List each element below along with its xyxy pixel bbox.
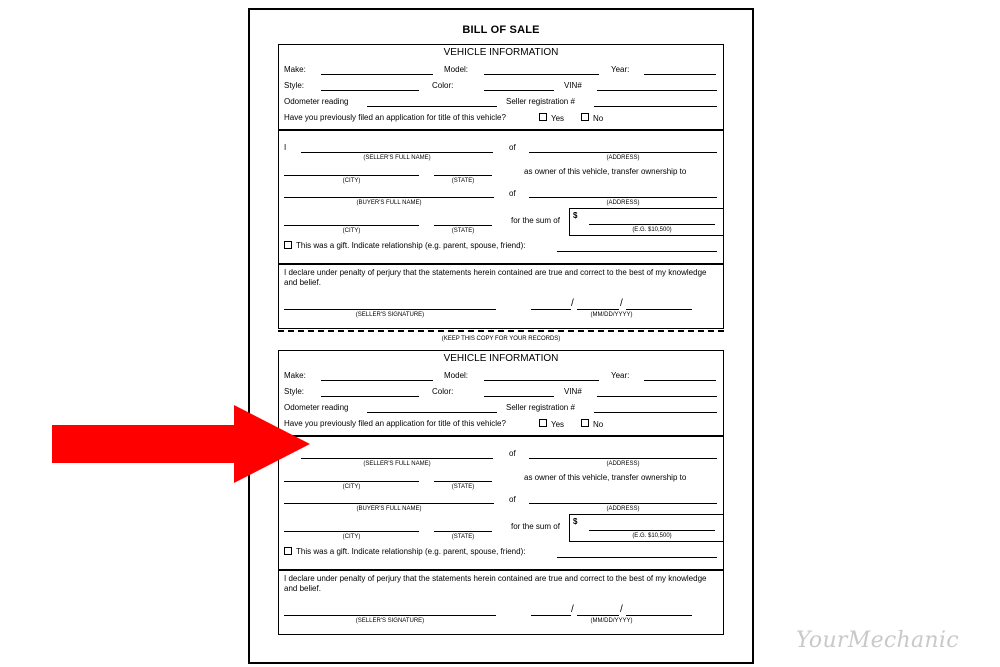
model-field[interactable] — [484, 74, 599, 75]
date-slash-1: / — [571, 604, 574, 615]
style-field[interactable] — [321, 90, 419, 91]
style-label: Style: — [284, 81, 305, 90]
buyer-city-field[interactable] — [284, 531, 419, 532]
no-checkbox[interactable] — [581, 113, 589, 121]
seller-address-field[interactable] — [529, 458, 717, 459]
declaration-text: I declare under penalty of perjury that the statements herein contained are true and correct to the best of my knowledge and belief. — [284, 574, 707, 593]
seller-name-caption: (SELLER'S FULL NAME) — [363, 461, 431, 467]
buyer-name-field[interactable] — [284, 197, 494, 198]
of-label-2: of — [509, 495, 516, 504]
date-caption: (MM/DD/YYYY) — [590, 618, 633, 624]
sum-label: for the sum of — [511, 522, 560, 531]
vin-label: VIN# — [564, 81, 582, 90]
color-field[interactable] — [484, 90, 554, 91]
gift-relationship-field[interactable] — [557, 251, 717, 252]
transfer-section — [278, 130, 724, 264]
sum-caption: (E.G. $10,500) — [632, 227, 672, 233]
filed-question: Have you previously filed an application for title of this vehicle? — [284, 113, 506, 122]
year-label: Year: — [611, 371, 630, 380]
yourmechanic-logo: YourMechanic — [796, 628, 959, 653]
no-label: No — [593, 420, 604, 429]
of-label: of — [509, 143, 516, 152]
vin-field[interactable] — [597, 90, 717, 91]
seller-name-field[interactable] — [301, 152, 493, 153]
date-slash-2: / — [620, 298, 623, 309]
color-field[interactable] — [484, 396, 554, 397]
dollar-sign: $ — [573, 211, 578, 220]
odometer-label: Odometer reading — [284, 97, 349, 106]
sum-label: for the sum of — [511, 216, 560, 225]
buyer-state-caption: (STATE) — [451, 228, 475, 234]
date-caption: (MM/DD/YYYY) — [590, 312, 633, 318]
vehicle-info-heading: VEHICLE INFORMATION — [443, 47, 559, 58]
declaration-text: I declare under penalty of perjury that the statements herein contained are true and correct to the best of my knowledge and belief. — [284, 268, 707, 287]
filed-question: Have you previously filed an application for title of this vehicle? — [284, 419, 506, 428]
seller-registration-field[interactable] — [594, 106, 717, 107]
buyer-city-caption: (CITY) — [342, 228, 361, 234]
seller-state-caption: (STATE) — [451, 178, 475, 184]
seller-signature-field[interactable] — [284, 309, 496, 310]
odometer-field[interactable] — [367, 106, 497, 107]
seller-signature-caption: (SELLER'S SIGNATURE) — [355, 618, 425, 624]
buyer-city-caption: (CITY) — [342, 534, 361, 540]
keep-copy-note: (KEEP THIS COPY FOR YOUR RECORDS) — [441, 336, 561, 342]
seller-address-field[interactable] — [529, 152, 717, 153]
transfer-section — [278, 436, 724, 570]
seller-state-caption: (STATE) — [451, 484, 475, 490]
color-label: Color: — [432, 81, 454, 90]
seller-registration-field[interactable] — [594, 412, 717, 413]
buyer-city-field[interactable] — [284, 225, 419, 226]
vin-field[interactable] — [597, 396, 717, 397]
seller-registration-label: Seller registration # — [506, 403, 575, 412]
gift-label: This was a gift. Indicate relationship (e.g. parent, spouse, friend): — [296, 241, 526, 250]
style-field[interactable] — [321, 396, 419, 397]
gift-checkbox[interactable] — [284, 547, 292, 555]
vehicle-info-section — [278, 44, 724, 130]
color-label: Color: — [432, 387, 454, 396]
sum-field[interactable] — [589, 530, 715, 531]
buyer-address-field[interactable] — [529, 503, 717, 504]
date-year-field[interactable] — [626, 615, 692, 616]
make-label: Make: — [284, 371, 306, 380]
bill-of-sale-sheet — [248, 8, 754, 664]
seller-signature-caption: (SELLER'S SIGNATURE) — [355, 312, 425, 318]
cut-line — [278, 330, 724, 332]
document-title: BILL OF SALE — [462, 24, 540, 36]
vehicle-info-heading: VEHICLE INFORMATION — [443, 353, 559, 364]
model-label: Model: — [444, 65, 469, 74]
seller-city-field[interactable] — [284, 175, 419, 176]
buyer-state-caption: (STATE) — [451, 534, 475, 540]
make-field[interactable] — [321, 380, 433, 381]
of-label-2: of — [509, 189, 516, 198]
seller-state-field[interactable] — [434, 481, 492, 482]
yes-label: Yes — [551, 420, 565, 429]
seller-city-caption: (CITY) — [342, 484, 361, 490]
declaration-section — [278, 264, 724, 329]
seller-address-caption: (ADDRESS) — [606, 155, 640, 161]
year-field[interactable] — [644, 380, 716, 381]
model-field[interactable] — [484, 380, 599, 381]
seller-name-caption: (SELLER'S FULL NAME) — [363, 155, 431, 161]
vin-label: VIN# — [564, 387, 582, 396]
odometer-field[interactable] — [367, 412, 497, 413]
buyer-name-caption: (BUYER'S FULL NAME) — [356, 200, 422, 206]
gift-checkbox[interactable] — [284, 241, 292, 249]
sum-caption: (E.G. $10,500) — [632, 533, 672, 539]
date-day-field[interactable] — [577, 615, 619, 616]
dollar-sign: $ — [573, 517, 578, 526]
gift-relationship-field[interactable] — [557, 557, 717, 558]
no-label: No — [593, 114, 604, 123]
red-arrow-icon — [52, 405, 310, 483]
year-field[interactable] — [644, 74, 716, 75]
yes-label: Yes — [551, 114, 565, 123]
buyer-address-caption: (ADDRESS) — [606, 200, 640, 206]
no-checkbox[interactable] — [581, 419, 589, 427]
gift-label: This was a gift. Indicate relationship (e.g. parent, spouse, friend): — [296, 547, 526, 556]
seller-state-field[interactable] — [434, 175, 492, 176]
sum-field[interactable] — [589, 224, 715, 225]
seller-city-caption: (CITY) — [342, 178, 361, 184]
make-field[interactable] — [321, 74, 433, 75]
date-slash-2: / — [620, 604, 623, 615]
owner-transfer-text: as owner of this vehicle, transfer ownership to — [524, 473, 687, 482]
seller-name-field[interactable] — [301, 458, 493, 459]
buyer-name-caption: (BUYER'S FULL NAME) — [356, 506, 422, 512]
buyer-state-field[interactable] — [434, 225, 492, 226]
yes-checkbox[interactable] — [539, 419, 547, 427]
yes-checkbox[interactable] — [539, 113, 547, 121]
seller-address-caption: (ADDRESS) — [606, 461, 640, 467]
model-label: Model: — [444, 371, 469, 380]
style-label: Style: — [284, 387, 305, 396]
date-year-field[interactable] — [626, 309, 692, 310]
of-label: of — [509, 449, 516, 458]
year-label: Year: — [611, 65, 630, 74]
seller-signature-field[interactable] — [284, 615, 496, 616]
date-month-field[interactable] — [531, 309, 571, 310]
buyer-name-field[interactable] — [284, 503, 494, 504]
seller-registration-label: Seller registration # — [506, 97, 575, 106]
vehicle-info-section — [278, 350, 724, 436]
date-month-field[interactable] — [531, 615, 571, 616]
make-label: Make: — [284, 65, 306, 74]
buyer-address-caption: (ADDRESS) — [606, 506, 640, 512]
i-label: I — [284, 143, 287, 152]
buyer-address-field[interactable] — [529, 197, 717, 198]
owner-transfer-text: as owner of this vehicle, transfer ownership to — [524, 167, 687, 176]
date-day-field[interactable] — [577, 309, 619, 310]
date-slash-1: / — [571, 298, 574, 309]
declaration-section — [278, 570, 724, 635]
odometer-label: Odometer reading — [284, 403, 349, 412]
buyer-state-field[interactable] — [434, 531, 492, 532]
